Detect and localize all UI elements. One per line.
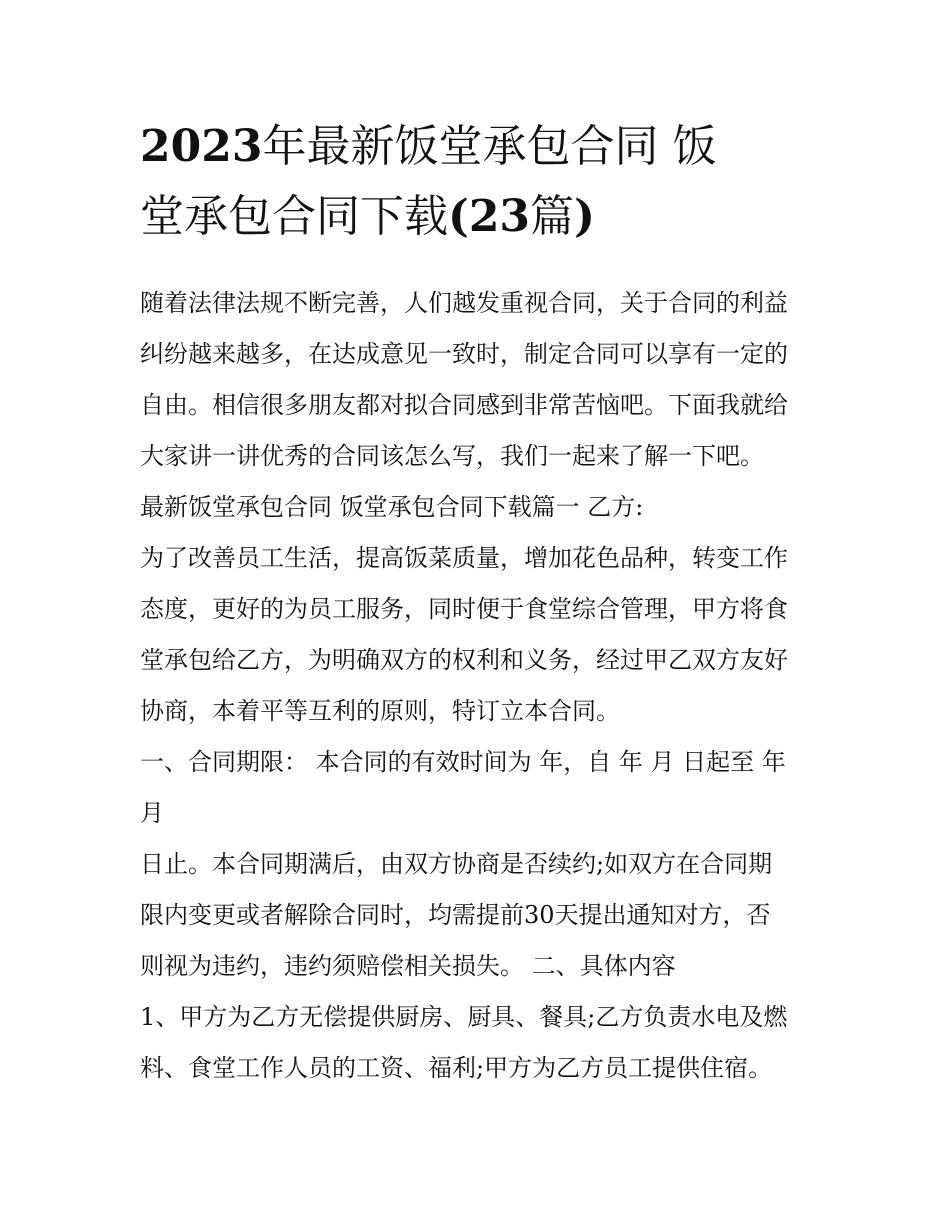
body-line: 大家讲一讲优秀的合同该怎么写，我们一起来了解一下吧。 bbox=[140, 442, 764, 470]
document-body bbox=[140, 278, 820, 1094]
title-close-paren: ) bbox=[574, 191, 595, 242]
clause-line: 1、甲方为乙方无偿提供厨房、厨具、餐具;乙方负责水电及燃 bbox=[140, 1003, 788, 1031]
body-line: 堂承包给乙方，为明确双方的权利和义务，经过甲乙双方友好 bbox=[140, 646, 788, 674]
title-line-1-text: 年最新饭堂承包合同 饭 bbox=[262, 121, 717, 172]
body-line: 协商，本着平等互利的原则，特订立本合同。 bbox=[140, 697, 620, 725]
clause-line: 料、食堂工作人员的工资、福利;甲方为乙方员工提供住宿。 bbox=[140, 1054, 773, 1082]
body-line: 态度，更好的为员工服务，同时便于食堂综合管理，甲方将食 bbox=[140, 595, 788, 623]
body-line: 随着法律法规不断完善，人们越发重视合同，关于合同的利益 bbox=[140, 289, 788, 317]
body-line: 为了改善员工生活，提高饭菜质量，增加花色品种，转变工作 bbox=[140, 544, 788, 572]
clause-line: 一、合同期限： 本合同的有效时间为 年，自 年 月 日起至 年 bbox=[140, 748, 786, 776]
body-line: 纠纷越来越多，在达成意见一致时，制定合同可以享有一定的 bbox=[140, 340, 788, 368]
clause-line: 则视为违约，违约须赔偿相关损失。 二、具体内容 bbox=[140, 952, 676, 980]
clause-line: 月 bbox=[140, 799, 164, 827]
title-year: 2023 bbox=[140, 121, 263, 172]
section-heading: 最新饭堂承包合同 饭堂承包合同下载篇一 乙方: bbox=[140, 493, 644, 521]
clause-line: 限内变更或者解除合同时，均需提前30天提出通知对方，否 bbox=[140, 901, 771, 929]
document-title bbox=[140, 112, 820, 252]
title-count-unit: 篇 bbox=[530, 191, 575, 242]
title-line-2 bbox=[140, 182, 820, 252]
body-line: 自由。相信很多朋友都对拟合同感到非常苦恼吧。下面我就给 bbox=[140, 391, 788, 419]
title-count: (23 bbox=[448, 191, 531, 242]
clause-line: 日止。本合同期满后，由双方协商是否续约;如双方在合同期 bbox=[140, 850, 773, 878]
title-line-2-text: 堂承包合同下载 bbox=[140, 191, 448, 242]
title-line-1 bbox=[140, 112, 820, 182]
